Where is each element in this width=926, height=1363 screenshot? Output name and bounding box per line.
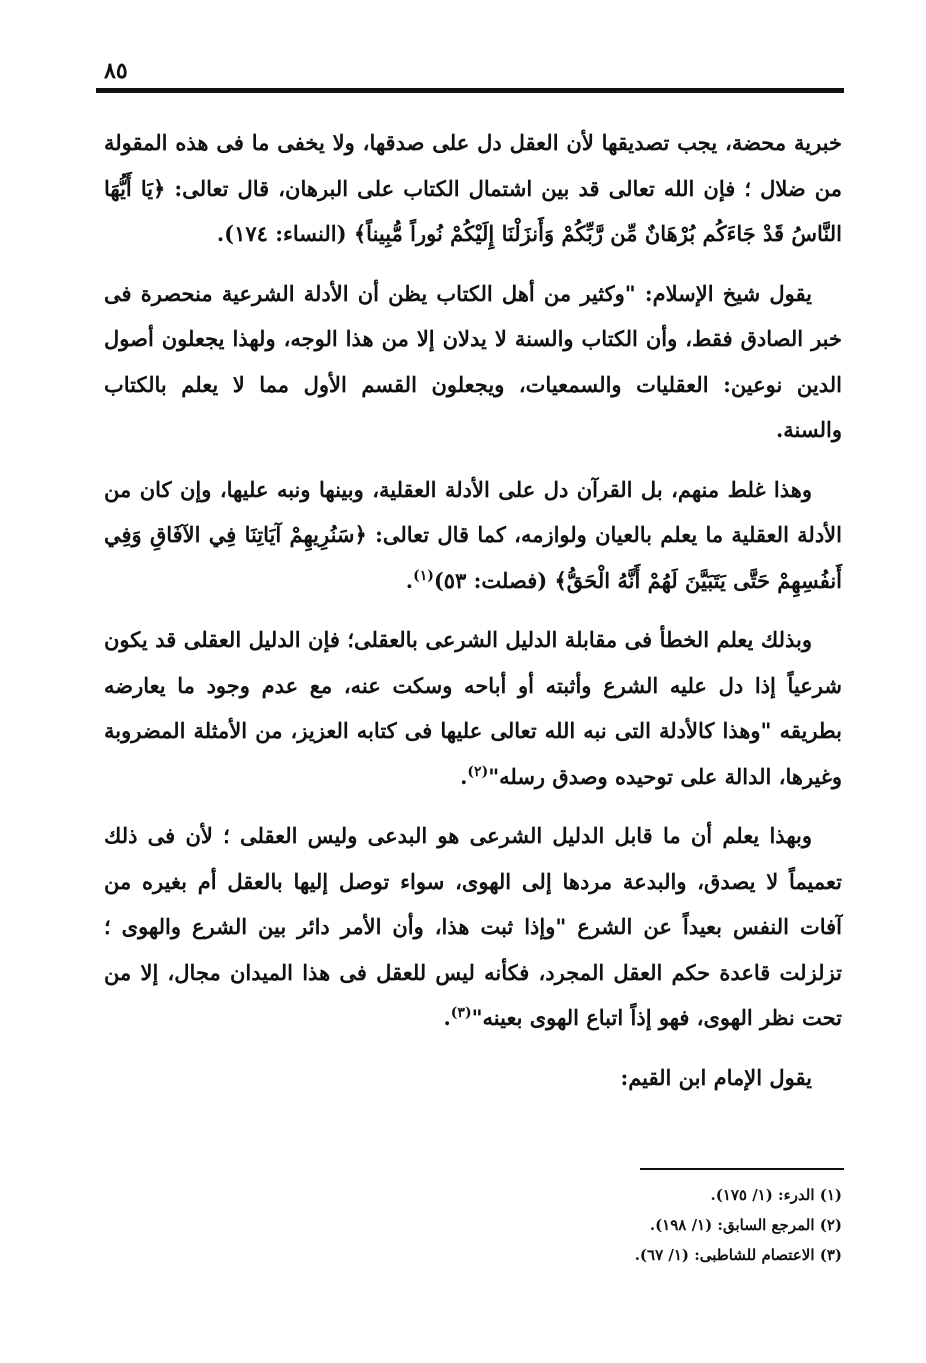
paragraph-4 (104, 617, 842, 799)
footnote-ref-1: (١) (413, 567, 434, 584)
page-body (104, 120, 842, 1114)
paragraph-3-text: وهذا غلط منهم، بل القرآن دل على الأدلة العقلية، وبينها ونبه عليها، وإن كان من الأدلة العقلية ما يعلم بالعيان ولوازمه، كما قال تعالى: (104, 476, 842, 547)
paragraph-5-end: . (443, 1005, 451, 1030)
citation-2: (فصلت: ٥٣) (433, 567, 555, 593)
footnote-ref-3: (٣) (450, 1005, 472, 1021)
paragraph-6 (104, 1055, 842, 1101)
paragraph-3 (104, 467, 842, 604)
footnotes (442, 1180, 842, 1270)
paragraph-2 (104, 271, 842, 453)
footnote-ref-2: (٢) (467, 763, 489, 780)
paragraph-4-text: وبذلك يعلم الخطأ فى مقابلة الدليل الشرعى بالعقلى؛ فإن الدليل العقلى قد يكون شرعياً إذا دل عليه الشرع وأثبته أو أباحه وسكت عنه، مع عدم وجود ما يعارضه بطريقه "وهذا كالأدلة التى نبه الله تعالى عليها فى كتابه العزيز، من الأمثلة المضروبة وغيرها، الدالة على توحيده وصدق رسله" (104, 627, 842, 789)
paragraph-4-end: . (460, 763, 468, 789)
page-number: ٨٥ (104, 58, 128, 84)
quran-verse-2: ﴿سَنُرِيهِمْ آيَاتِنَا فِي الآفَاقِ وَفِي أَنفُسِهِمْ حَتَّى يَتَبَيَّنَ لَهُمْ أَنَّهُ الْحَقُّ﴾ (104, 522, 842, 593)
citation-1: (النساء: ١٧٤). (216, 221, 354, 246)
footnote-rule (640, 1168, 844, 1170)
footnote-2: (٢) المرجع السابق: (١/ ١٩٨). (649, 1216, 842, 1234)
paragraph-6-text: يقول الإمام ابن القيم: (620, 1064, 812, 1090)
paragraph-1 (104, 120, 842, 257)
header-rule (96, 88, 844, 93)
footnote-3: (٣) الاعتصام للشاطبى: (١/ ٦٧). (634, 1246, 842, 1264)
quran-verse-1: ﴿يَا أَيُّهَا النَّاسُ قَدْ جَاءَكُم بُرْهَانٌ مِّن رَّبِّكُمْ وَأَنزَلْنَا إِلَيْكُمْ نُوراً مُّبِيناً﴾ (104, 175, 842, 246)
footnote-1: (١) الدرء: (١/ ١٧٥). (710, 1186, 842, 1204)
paragraph-2-text: يقول شيخ الإسلام: "وكثير من أهل الكتاب يظن أن الأدلة الشرعية منحصرة فى خبر الصادق فقط، وأن الكتاب والسنة لا يدلان إلا من هذا الوجه، ولهذا يجعلون أصول الدين نوعين: العقليات والسمعيات، ويجعلون القسم الأول مما لا يعلم بالكتاب والسنة. (104, 280, 842, 442)
paragraph-5-text: وبهذا يعلم أن ما قابل الدليل الشرعى هو البدعى وليس العقلى ؛ لأن فى ذلك تعميماً لا يصدق، والبدعة مردها إلى الهوى، سواء توصل إليها بالعقل أم بغيره من آفات النفس بعيداً عن الشرع "وإذا ثبت هذا، وأن الأمر دائر بين الشرع والهوى ؛ تزلزلت قاعدة حكم العقل المجرد، فكأنه ليس للعقل فى هذا الميدان مجال، إلا من تحت نظر الهوى، فهو إذاً اتباع الهوى بعينه" (104, 823, 842, 1030)
paragraph-3-end: . (405, 567, 414, 593)
paragraph-1-text: خبرية محضة، يجب تصديقها لأن العقل دل على صدقها، ولا يخفى ما فى هذه المقولة من ضلال ؛ فإن الله تعالى قد بين اشتمال الكتاب على البرهان، قال تعالى: (104, 130, 842, 201)
paragraph-5 (104, 813, 842, 1041)
